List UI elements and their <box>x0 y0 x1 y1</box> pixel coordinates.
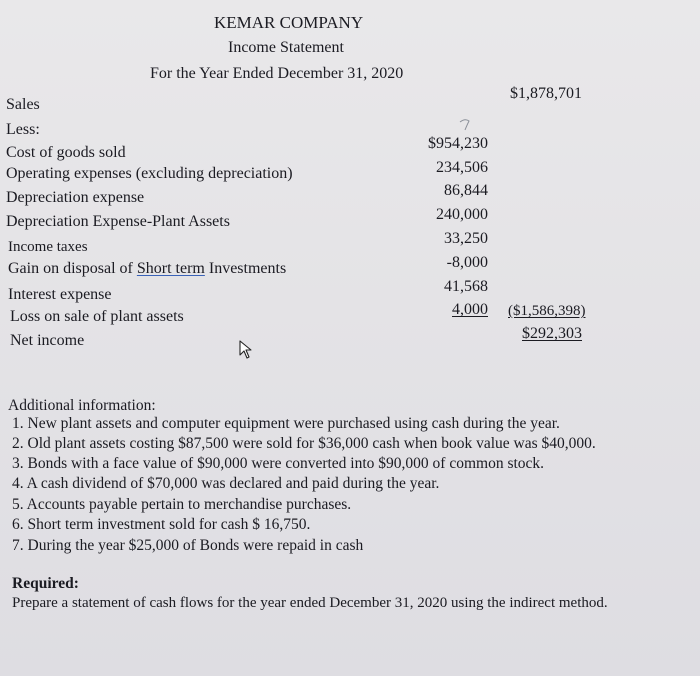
expense-value: 234,506 <box>436 159 488 176</box>
additional-item: 6. Short term investment sold for cash $ 16,750. <box>12 516 311 533</box>
expense-value: 41,568 <box>444 278 488 295</box>
expense-label-prefix: Gain on disposal of <box>8 260 137 277</box>
expense-label: Depreciation expense <box>6 189 145 206</box>
net-income-value: $292,303 <box>522 325 582 342</box>
additional-item: 5. Accounts payable pertain to merchandise purchases. <box>12 496 352 513</box>
expense-label: Interest expense <box>8 286 112 303</box>
expense-label: Depreciation Expense-Plant Assets <box>6 213 230 230</box>
mouse-pointer-icon <box>238 340 254 360</box>
company-name: KEMAR COMPANY <box>214 13 364 32</box>
additional-item: 4. A cash dividend of $70,000 was declared and paid during the year. <box>12 475 440 492</box>
statement-period: For the Year Ended December 31, 2020 <box>150 65 404 82</box>
expense-value: $954,230 <box>428 135 488 152</box>
additional-item: 2. Old plant assets costing $87,500 were sold for $36,000 cash when book value was $40,000. <box>12 435 596 452</box>
short-term-link[interactable]: Short term <box>136 260 205 277</box>
total-expenses-value: ($1,586,398) <box>508 303 586 319</box>
expense-label: Income taxes <box>8 239 88 255</box>
pen-mark-icon <box>458 118 472 132</box>
required-text: Prepare a statement of cash flows for the year ended December 31, 2020 using the indirect method. <box>12 595 608 611</box>
additional-item: 7. During the year $25,000 of Bonds were repaid in cash <box>12 537 364 554</box>
expense-value: 33,250 <box>444 230 488 247</box>
net-income-label: Net income <box>10 332 85 349</box>
expense-label: Operating expenses (excluding depreciation) <box>6 165 293 182</box>
statement-title: Income Statement <box>228 39 344 56</box>
sales-label: Sales <box>6 96 40 113</box>
required-title: Required: <box>12 575 79 592</box>
expense-value-last: 4,000 <box>452 301 488 318</box>
expense-value: 240,000 <box>436 206 488 223</box>
expense-value: -8,000 <box>446 254 488 271</box>
expense-label: Loss on sale of plant assets <box>10 308 184 325</box>
expense-value: 86,844 <box>444 182 488 199</box>
less-label: Less: <box>6 121 40 138</box>
expense-label-suffix: Investments <box>204 260 287 277</box>
additional-item: 3. Bonds with a face value of $90,000 were converted into $90,000 of common stock. <box>12 455 545 472</box>
sales-value: $1,878,701 <box>510 85 582 102</box>
additional-item: 1. New plant assets and computer equipment were purchased using cash during the year. <box>12 415 560 432</box>
additional-title: Additional information: <box>8 397 156 414</box>
expense-label-gain <box>8 261 286 277</box>
expense-label: Cost of goods sold <box>6 144 126 161</box>
